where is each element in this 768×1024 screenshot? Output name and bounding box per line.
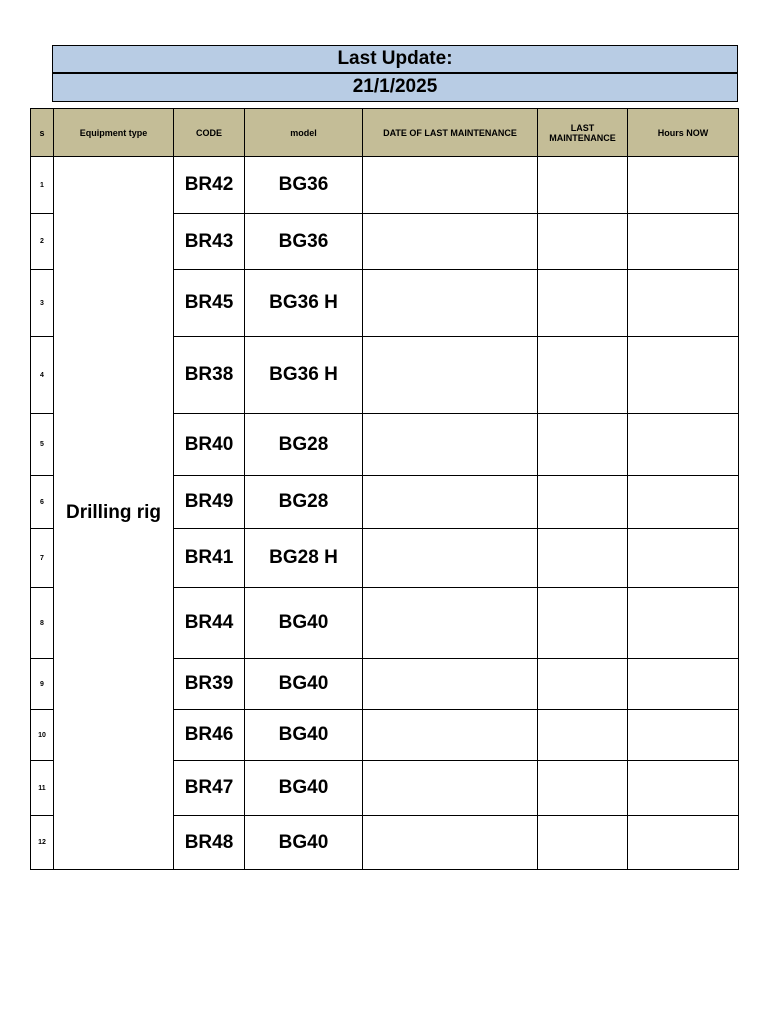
date-last-maintenance-cell[interactable] — [363, 761, 538, 816]
last-maintenance-cell[interactable] — [538, 476, 628, 529]
last-update-date: 21/1/2025 — [52, 73, 738, 102]
column-header-model: model — [245, 109, 363, 157]
last-maintenance-cell[interactable] — [538, 659, 628, 710]
code-cell: BR43 — [174, 214, 245, 270]
table-body — [31, 157, 739, 870]
last-maintenance-cell[interactable] — [538, 816, 628, 870]
column-header-index: s — [31, 109, 54, 157]
model-cell: BG28 — [245, 476, 363, 529]
column-header-hours-now: Hours NOW — [628, 109, 739, 157]
row-number: 12 — [31, 816, 54, 870]
hours-now-cell[interactable] — [628, 270, 739, 337]
model-cell: BG28 — [245, 414, 363, 476]
row-number: 5 — [31, 414, 54, 476]
row-number: 11 — [31, 761, 54, 816]
code-cell: BR44 — [174, 588, 245, 659]
column-header-equipment-type: Equipment type — [54, 109, 174, 157]
last-maintenance-cell[interactable] — [538, 337, 628, 414]
table-header-row — [31, 109, 739, 157]
code-cell: BR45 — [174, 270, 245, 337]
code-cell: BR40 — [174, 414, 245, 476]
row-number: 4 — [31, 337, 54, 414]
model-cell: BG40 — [245, 659, 363, 710]
table-row — [31, 157, 739, 214]
column-header-last-maintenance: LAST MAINTENANCE — [538, 109, 628, 157]
model-cell: BG40 — [245, 761, 363, 816]
model-cell: BG36 — [245, 157, 363, 214]
hours-now-cell[interactable] — [628, 588, 739, 659]
column-header-code: CODE — [174, 109, 245, 157]
row-number: 2 — [31, 214, 54, 270]
model-cell: BG36 H — [245, 337, 363, 414]
date-last-maintenance-cell[interactable] — [363, 214, 538, 270]
hours-now-cell[interactable] — [628, 816, 739, 870]
code-cell: BR42 — [174, 157, 245, 214]
hours-now-cell[interactable] — [628, 157, 739, 214]
row-number: 1 — [31, 157, 54, 214]
model-cell: BG36 H — [245, 270, 363, 337]
column-header-date-last-maintenance: DATE OF LAST MAINTENANCE — [363, 109, 538, 157]
model-cell: BG40 — [245, 588, 363, 659]
date-last-maintenance-cell[interactable] — [363, 588, 538, 659]
model-cell: BG40 — [245, 816, 363, 870]
last-maintenance-cell[interactable] — [538, 214, 628, 270]
row-number: 7 — [31, 529, 54, 588]
model-cell: BG28 H — [245, 529, 363, 588]
code-cell: BR46 — [174, 710, 245, 761]
model-cell: BG36 — [245, 214, 363, 270]
hours-now-cell[interactable] — [628, 529, 739, 588]
date-last-maintenance-cell[interactable] — [363, 659, 538, 710]
date-last-maintenance-cell[interactable] — [363, 476, 538, 529]
date-last-maintenance-cell[interactable] — [363, 710, 538, 761]
date-last-maintenance-cell[interactable] — [363, 414, 538, 476]
code-cell: BR38 — [174, 337, 245, 414]
code-cell: BR49 — [174, 476, 245, 529]
model-cell: BG40 — [245, 710, 363, 761]
equipment-table — [30, 108, 739, 870]
date-last-maintenance-cell[interactable] — [363, 337, 538, 414]
hours-now-cell[interactable] — [628, 337, 739, 414]
hours-now-cell[interactable] — [628, 761, 739, 816]
row-number: 3 — [31, 270, 54, 337]
last-maintenance-cell[interactable] — [538, 710, 628, 761]
hours-now-cell[interactable] — [628, 414, 739, 476]
code-cell: BR39 — [174, 659, 245, 710]
last-maintenance-cell[interactable] — [538, 588, 628, 659]
date-last-maintenance-cell[interactable] — [363, 816, 538, 870]
code-cell: BR47 — [174, 761, 245, 816]
row-number: 10 — [31, 710, 54, 761]
hours-now-cell[interactable] — [628, 659, 739, 710]
last-maintenance-cell[interactable] — [538, 761, 628, 816]
last-maintenance-cell[interactable] — [538, 157, 628, 214]
code-cell: BR48 — [174, 816, 245, 870]
hours-now-cell[interactable] — [628, 476, 739, 529]
row-number: 6 — [31, 476, 54, 529]
hours-now-cell[interactable] — [628, 710, 739, 761]
row-number: 9 — [31, 659, 54, 710]
hours-now-cell[interactable] — [628, 214, 739, 270]
last-update-label: Last Update: — [52, 45, 738, 73]
last-maintenance-cell[interactable] — [538, 270, 628, 337]
date-last-maintenance-cell[interactable] — [363, 529, 538, 588]
date-last-maintenance-cell[interactable] — [363, 270, 538, 337]
equipment-type-cell: Drilling rig — [54, 157, 174, 870]
last-maintenance-cell[interactable] — [538, 529, 628, 588]
code-cell: BR41 — [174, 529, 245, 588]
last-maintenance-cell[interactable] — [538, 414, 628, 476]
row-number: 8 — [31, 588, 54, 659]
date-last-maintenance-cell[interactable] — [363, 157, 538, 214]
